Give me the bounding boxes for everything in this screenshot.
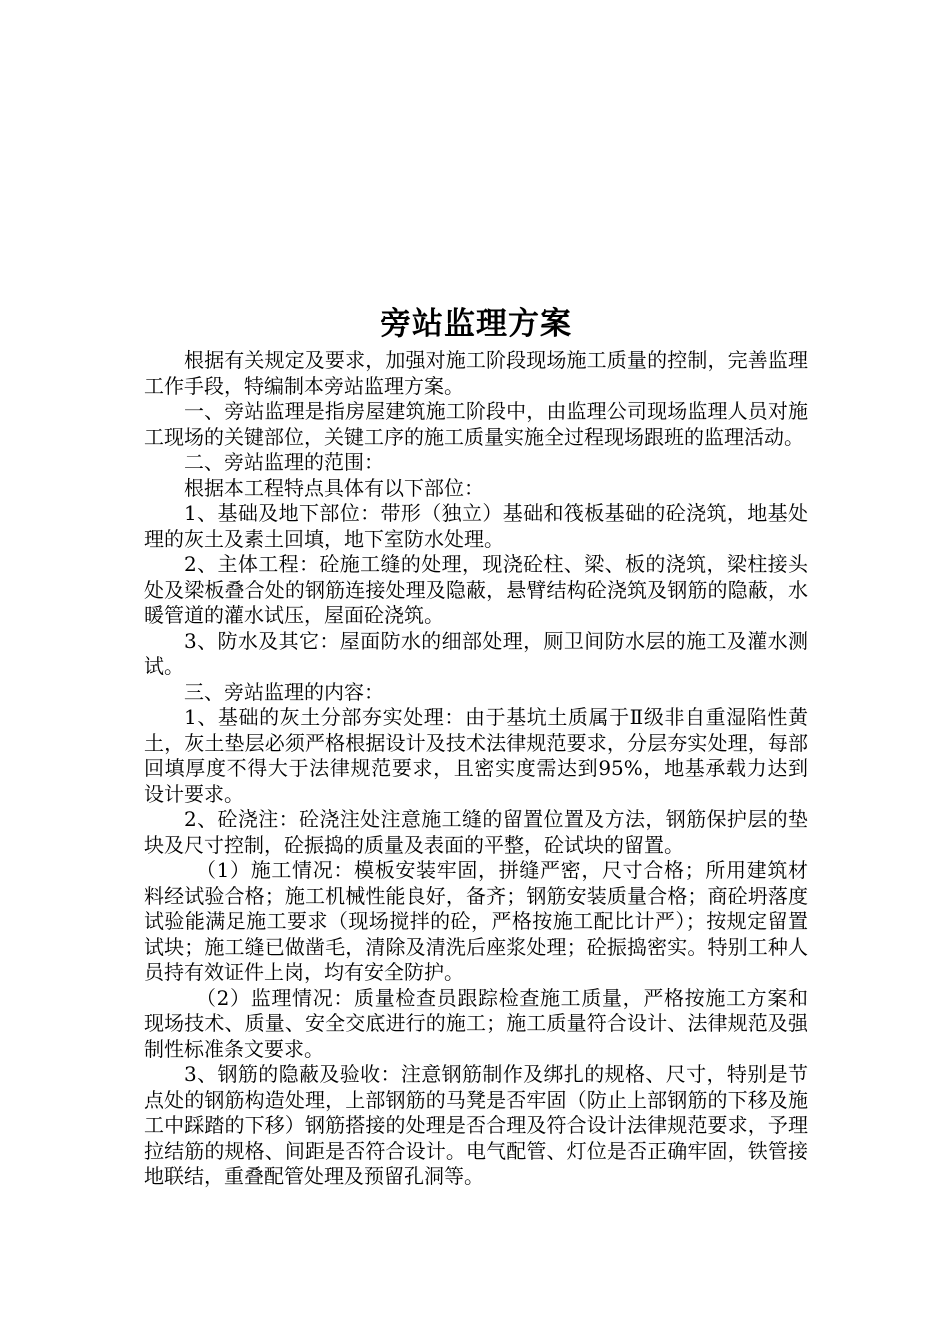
paragraph-supervision-status: （2）监理情况：质量检查员跟踪检查施工质量，严格按施工方案和现场技术、质量、安全交底进行的施工；施工质量符合设计、法律规范及强制性标准条文要求。 bbox=[144, 985, 808, 1061]
paragraph-content-lime-soil: 1、基础的灰土分部夯实处理：由于基坑土质属于Ⅱ级非自重湿陷性黄土，灰土垫层必须严格根据设计及技术法律规范要求，分层夯实处理，每部回填厚度不得大于法律规范要求，且密实度需达到95%，地基承载力达到设计要求。 bbox=[144, 705, 808, 806]
paragraph-construction-status: （1）施工情况：模板安装牢固，拼缝严密，尺寸合格；所用建筑材料经试验合格；施工机械性能良好，备齐；钢筋安装质量合格；商砼坍落度试验能满足施工要求（现场搅拌的砼，严格按施工配比计严）；按规定留置试块；施工缝已做凿毛，清除及清洗后座浆处理；砼振捣密实。特别工种人员持有效证件上岗，均有安全防护。 bbox=[144, 858, 808, 984]
section-heading-content: 三、旁站监理的内容： bbox=[184, 679, 384, 704]
section-heading-scope: 二、旁站监理的范围： bbox=[184, 450, 384, 474]
paragraph-intro: 根据有关规定及要求，加强对施工阶段现场施工质量的控制，完善监理工作手段，特编制本旁站监理方案。 bbox=[144, 348, 808, 398]
document-page bbox=[144, 300, 808, 1190]
paragraph-content-rebar: 3、钢筋的隐蔽及验收：注意钢筋制作及绑扎的规格、尺寸，特别是节点处的钢筋构造处理，上部钢筋的马凳是否牢固（防止上部钢筋的下移及施工中踩踏的下移）钢筋搭接的处理是否合理及符合设计法律规范要求，予理拉结筋的规格、间距是否符合设计。电气配管、灯位是否正确牢固，铁管接地联结，重叠配管处理及预留孔洞等。 bbox=[144, 1062, 808, 1188]
paragraph-definition: 一、旁站监理是指房屋建筑施工阶段中，由监理公司现场监理人员对施工现场的关键部位，关键工序的施工质量实施全过程现场跟班的监理活动。 bbox=[144, 399, 808, 449]
paragraph-scope-waterproofing: 3、防水及其它：屋面防水的细部处理，厕卫间防水层的施工及灌水测试。 bbox=[144, 628, 808, 678]
document-title: 旁站监理方案 bbox=[380, 306, 572, 342]
paragraph-scope-main-structure: 2、主体工程：砼施工缝的处理，现浇砼柱、梁、板的浇筑，梁柱接头处及梁板叠合处的钢筋连接处理及隐蔽，悬臂结构砼浇筑及钢筋的隐蔽，水暖管道的灌水试压，屋面砼浇筑。 bbox=[144, 552, 808, 627]
paragraph-scope-intro: 根据本工程特点具体有以下部位： bbox=[184, 475, 484, 500]
paragraph-scope-foundation: 1、基础及地下部位：带形（独立）基础和筏板基础的砼浇筑，地基处理的灰土及素土回填，地下室防水处理。 bbox=[144, 501, 808, 551]
paragraph-content-concrete: 2、砼浇注：砼浇注处注意施工缝的留置位置及方法，钢筋保护层的垫块及尺寸控制，砼振捣的质量及表面的平整，砼试块的留置。 bbox=[144, 807, 808, 857]
